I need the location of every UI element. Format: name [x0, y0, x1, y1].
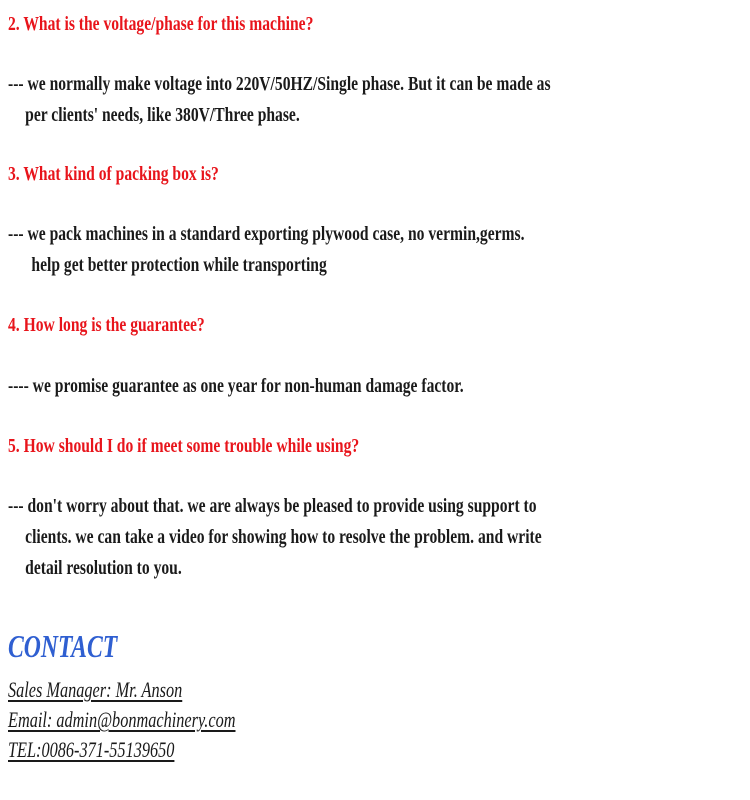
- faq-answer-packing: [8, 219, 525, 281]
- faq-question-packing: 3. What kind of packing box is?: [8, 163, 219, 185]
- contact-sales-manager: Sales Manager: Mr. Anson: [8, 677, 183, 702]
- faq-answer-line: --- don't worry about that. we are always be pleased to provide using support to: [8, 495, 537, 517]
- faq-answer-line: detail resolution to you.: [25, 557, 182, 579]
- contact-email[interactable]: Email: admin@bonmachinery.com: [8, 707, 236, 732]
- faq-answer-line: clients. we can take a video for showing how to resolve the problem. and write: [25, 526, 542, 548]
- faq-answer-line: --- we normally make voltage into 220V/50HZ/Single phase. But it can be made as: [8, 73, 551, 95]
- faq-answer-line: --- we pack machines in a standard exporting plywood case, no vermin,germs.: [8, 223, 525, 245]
- faq-question-guarantee: 4. How long is the guarantee?: [8, 314, 205, 336]
- faq-question-voltage: 2. What is the voltage/phase for this machine?: [8, 13, 314, 35]
- faq-answer-line: help get better protection while transporting: [31, 254, 327, 276]
- faq-answer-line: ---- we promise guarantee as one year for non-human damage factor.: [8, 375, 464, 397]
- faq-answer-guarantee: [8, 371, 464, 402]
- faq-question-trouble: 5. How should I do if meet some trouble while using?: [8, 435, 360, 457]
- faq-answer-trouble: [8, 491, 542, 584]
- faq-answer-line: per clients' needs, like 380V/Three phase.: [25, 104, 300, 126]
- contact-heading: CONTACT: [8, 628, 118, 664]
- faq-answer-voltage: [8, 69, 551, 131]
- contact-tel[interactable]: TEL:0086-371-55139650: [8, 737, 175, 762]
